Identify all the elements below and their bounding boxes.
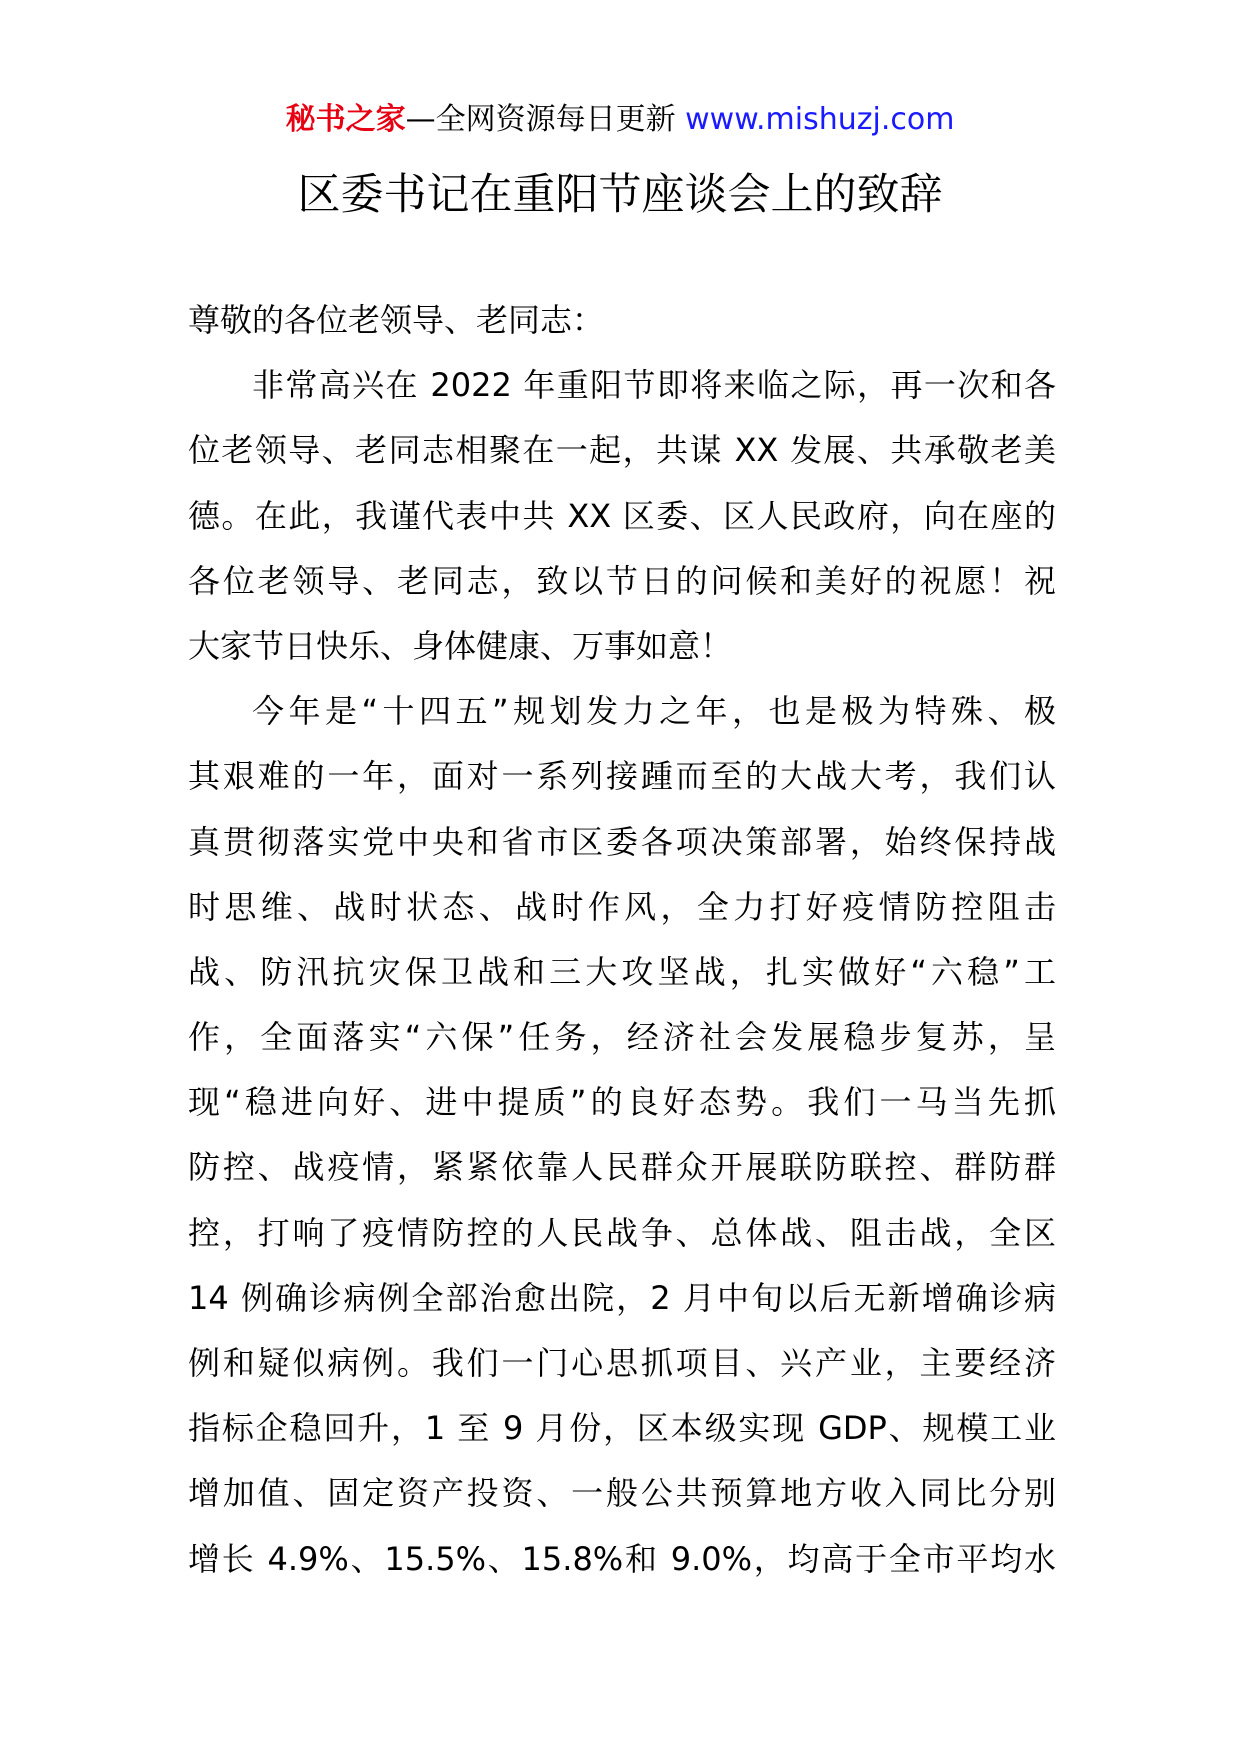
paragraph-line: 时思维、战时状态、战时作风，全力打好疫情防控阻击 xyxy=(188,887,1056,926)
document-body xyxy=(188,288,1056,1592)
site-slogan: —全网资源每日更新 xyxy=(405,102,676,137)
paragraph-2 xyxy=(188,679,1056,1592)
paragraph-line: 控，打响了疫情防控的人民战争、总体战、阻击战，全区 xyxy=(188,1213,1056,1252)
paragraph-line: 位老领导、老同志相聚在一起，共谋 XX 发展、共承敬老美 xyxy=(188,431,1056,470)
site-url-link[interactable]: www.mishuzj.com xyxy=(685,102,955,137)
site-brand: 秘书之家 xyxy=(285,102,406,137)
paragraph-line: 各位老领导、老同志，致以节日的问候和美好的祝愿！祝 xyxy=(188,561,1056,600)
paragraph-line: 战、防汛抗灾保卫战和三大攻坚战，扎实做好“六稳”工 xyxy=(188,952,1056,991)
paragraph-line: 14 例确诊病例全部治愈出院，2 月中旬以后无新增确诊病 xyxy=(188,1278,1056,1317)
paragraph-line: 非常高兴在 2022 年重阳节即将来临之际，再一次和各 xyxy=(252,366,1056,405)
paragraph-1 xyxy=(188,353,1056,679)
paragraph-line: 增加值、固定资产投资、一般公共预算地方收入同比分别 xyxy=(188,1474,1056,1513)
document-title: 区委书记在重阳节座谈会上的致辞 xyxy=(297,170,943,220)
paragraph-line: 真贯彻落实党中央和省市区委各项决策部署，始终保持战 xyxy=(188,822,1056,861)
paragraph-line: 大家节日快乐、身体健康、万事如意！ xyxy=(188,626,733,665)
paragraph-line: 其艰难的一年，面对一系列接踵而至的大战大考，我们认 xyxy=(188,757,1056,796)
salutation: 尊敬的各位老领导、老同志： xyxy=(188,301,605,339)
paragraph-line: 例和疑似病例。我们一门心思抓项目、兴产业，主要经济 xyxy=(188,1344,1056,1382)
paragraph-line: 作，全面落实“六保”任务，经济社会发展稳步复苏，呈 xyxy=(188,1018,1056,1057)
paragraph-line: 增长 4.9%、15.5%、15.8%和 9.0%，均高于全市平均水 xyxy=(188,1539,1056,1578)
paragraph-line: 防控、战疫情，紧紧依靠人民群众开展联防联控、群防群 xyxy=(188,1148,1056,1187)
paragraph-line: 今年是“十四五”规划发力之年，也是极为特殊、极 xyxy=(252,692,1056,731)
paragraph-line: 德。在此，我谨代表中共 XX 区委、区人民政府，向在座的 xyxy=(188,496,1056,535)
site-header xyxy=(0,100,1240,140)
paragraph-line: 现“稳进向好、进中提质”的良好态势。我们一马当先抓 xyxy=(188,1083,1056,1122)
paragraph-line: 指标企稳回升，1 至 9 月份，区本级实现 GDP、规模工业 xyxy=(188,1409,1056,1448)
